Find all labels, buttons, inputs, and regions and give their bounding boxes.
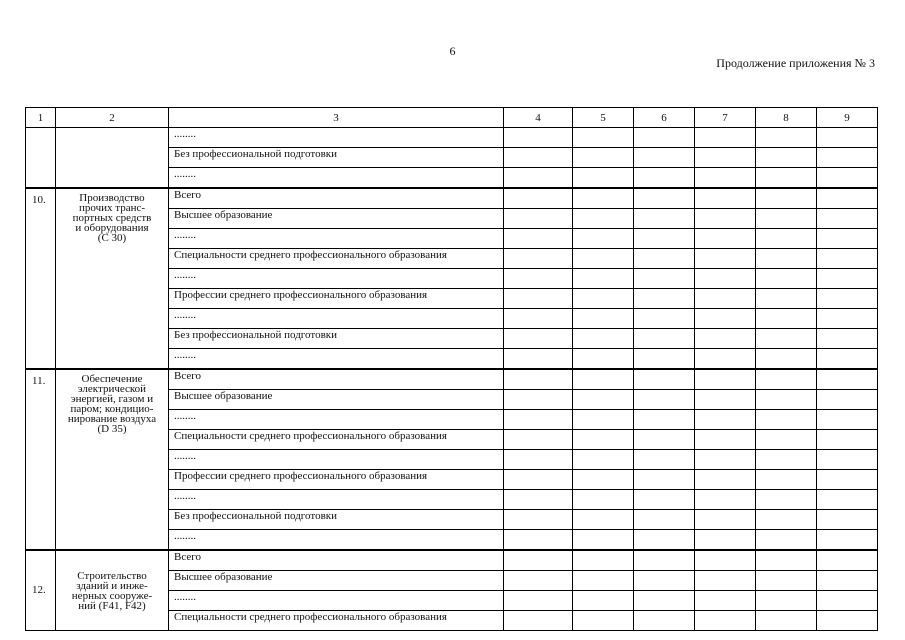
value-cell xyxy=(756,571,817,591)
value-cell xyxy=(817,591,878,611)
value-cell xyxy=(504,209,573,229)
value-cell xyxy=(756,229,817,249)
value-cell xyxy=(756,349,817,370)
value-cell xyxy=(504,490,573,510)
value-cell xyxy=(756,510,817,530)
section-number: 11. xyxy=(26,369,56,550)
value-cell xyxy=(634,369,695,390)
value-cell xyxy=(756,289,817,309)
value-cell xyxy=(695,470,756,490)
section-name-line: нерных сооруже- xyxy=(71,589,153,602)
value-cell xyxy=(634,470,695,490)
value-cell xyxy=(504,611,573,631)
section-name-line: паром; кондицио- xyxy=(70,403,154,415)
value-cell xyxy=(817,128,878,148)
value-cell xyxy=(817,550,878,571)
value-cell xyxy=(695,450,756,470)
value-cell xyxy=(634,269,695,289)
value-cell xyxy=(634,530,695,551)
value-cell xyxy=(504,329,573,349)
value-cell xyxy=(573,128,634,148)
indicator-cell: Всего xyxy=(169,369,504,390)
value-cell xyxy=(695,530,756,551)
section-name-line: портных средств xyxy=(72,212,152,224)
value-cell xyxy=(573,289,634,309)
value-cell xyxy=(573,571,634,591)
value-cell xyxy=(504,450,573,470)
value-cell xyxy=(817,269,878,289)
indicator-cell: Специальности среднего профессионального образования xyxy=(169,249,504,269)
indicator-cell: Специальности среднего профессионального образования xyxy=(169,430,504,450)
column-header: 6 xyxy=(634,108,695,128)
value-cell xyxy=(634,410,695,430)
value-cell xyxy=(756,188,817,209)
value-cell xyxy=(756,530,817,551)
value-cell xyxy=(756,450,817,470)
section-name xyxy=(56,369,169,550)
value-cell xyxy=(756,369,817,390)
value-cell xyxy=(634,571,695,591)
value-cell xyxy=(504,229,573,249)
value-cell xyxy=(695,209,756,229)
value-cell xyxy=(504,550,573,571)
indicator-cell: Всего xyxy=(169,550,504,571)
value-cell xyxy=(817,571,878,591)
value-cell xyxy=(756,430,817,450)
value-cell xyxy=(695,369,756,390)
value-cell xyxy=(756,490,817,510)
value-cell xyxy=(573,148,634,168)
value-cell xyxy=(695,309,756,329)
value-cell xyxy=(573,329,634,349)
value-cell xyxy=(634,611,695,631)
value-cell xyxy=(756,209,817,229)
value-cell xyxy=(817,390,878,410)
value-cell xyxy=(504,309,573,329)
value-cell xyxy=(817,289,878,309)
value-cell xyxy=(695,390,756,410)
value-cell xyxy=(756,269,817,289)
value-cell xyxy=(695,148,756,168)
indicator-cell: ........ xyxy=(169,229,504,249)
section-number: 10. xyxy=(26,188,56,369)
column-header: 7 xyxy=(695,108,756,128)
value-cell xyxy=(573,229,634,249)
indicator-cell: ........ xyxy=(169,349,504,370)
column-header: 3 xyxy=(169,108,504,128)
section-name-line: Строительство xyxy=(77,569,147,582)
column-header: 9 xyxy=(817,108,878,128)
value-cell xyxy=(573,550,634,571)
value-cell xyxy=(634,490,695,510)
value-cell xyxy=(634,148,695,168)
statistics-table xyxy=(25,107,878,631)
value-cell xyxy=(817,510,878,530)
value-cell xyxy=(573,450,634,470)
indicator-cell: ........ xyxy=(169,128,504,148)
value-cell xyxy=(695,430,756,450)
indicator-cell: Всего xyxy=(169,188,504,209)
indicator-cell: Высшее образование xyxy=(169,390,504,410)
section-name-line: (C 30) xyxy=(97,232,127,244)
value-cell xyxy=(756,470,817,490)
value-cell xyxy=(634,390,695,410)
value-cell xyxy=(573,611,634,631)
section-name-line: энергией, газом и xyxy=(70,393,154,405)
value-cell xyxy=(573,470,634,490)
value-cell xyxy=(573,430,634,450)
value-cell xyxy=(695,510,756,530)
value-cell xyxy=(817,309,878,329)
section-name-line: прочих транс- xyxy=(78,202,146,214)
value-cell xyxy=(504,530,573,551)
value-cell xyxy=(756,148,817,168)
indicator-cell: ........ xyxy=(169,490,504,510)
value-cell xyxy=(504,128,573,148)
table-row xyxy=(26,369,878,390)
value-cell xyxy=(573,168,634,189)
value-cell xyxy=(756,611,817,631)
value-cell xyxy=(756,249,817,269)
indicator-cell: ........ xyxy=(169,530,504,551)
value-cell xyxy=(756,329,817,349)
section-name xyxy=(56,550,169,631)
value-cell xyxy=(504,369,573,390)
value-cell xyxy=(695,188,756,209)
value-cell xyxy=(504,349,573,370)
value-cell xyxy=(817,450,878,470)
value-cell xyxy=(817,148,878,168)
value-cell xyxy=(573,349,634,370)
column-header: 1 xyxy=(26,108,56,128)
value-cell xyxy=(817,229,878,249)
value-cell xyxy=(504,470,573,490)
column-number-row xyxy=(26,108,878,128)
value-cell xyxy=(573,490,634,510)
value-cell xyxy=(504,410,573,430)
indicator-cell: Высшее образование xyxy=(169,571,504,591)
section-name xyxy=(56,188,169,369)
section-name-line: зданий и инже- xyxy=(76,579,148,592)
value-cell xyxy=(573,188,634,209)
value-cell xyxy=(695,550,756,571)
section-number: 12. xyxy=(26,550,56,631)
value-cell xyxy=(695,329,756,349)
value-cell xyxy=(573,530,634,551)
value-cell xyxy=(573,591,634,611)
column-header: 5 xyxy=(573,108,634,128)
value-cell xyxy=(573,249,634,269)
indicator-cell: Высшее образование xyxy=(169,209,504,229)
value-cell xyxy=(695,490,756,510)
indicator-cell: ........ xyxy=(169,591,504,611)
section-name-cell xyxy=(56,128,169,189)
value-cell xyxy=(695,229,756,249)
value-cell xyxy=(573,369,634,390)
value-cell xyxy=(634,309,695,329)
value-cell xyxy=(634,450,695,470)
value-cell xyxy=(817,329,878,349)
value-cell xyxy=(695,289,756,309)
value-cell xyxy=(756,168,817,189)
value-cell xyxy=(695,168,756,189)
table-row xyxy=(26,188,878,209)
section-name-line: Производство xyxy=(79,192,145,204)
section-name-line: ний (F41, F42) xyxy=(78,599,146,612)
indicator-cell: Без профессиональной подготовки xyxy=(169,329,504,349)
value-cell xyxy=(634,168,695,189)
value-cell xyxy=(504,430,573,450)
value-cell xyxy=(817,349,878,370)
value-cell xyxy=(756,128,817,148)
indicator-cell: ........ xyxy=(169,309,504,329)
section-name-line: электрической xyxy=(77,383,147,395)
column-header: 8 xyxy=(756,108,817,128)
value-cell xyxy=(756,410,817,430)
value-cell xyxy=(817,490,878,510)
value-cell xyxy=(695,410,756,430)
value-cell xyxy=(634,591,695,611)
indicator-cell: Специальности среднего профессионального образования xyxy=(169,611,504,631)
section-name-line: Обеспечение xyxy=(81,373,143,385)
indicator-cell: ........ xyxy=(169,410,504,430)
value-cell xyxy=(634,249,695,269)
value-cell xyxy=(573,309,634,329)
continuation-label: Продолжение приложения № 3 xyxy=(716,56,875,70)
value-cell xyxy=(817,530,878,551)
value-cell xyxy=(695,349,756,370)
indicator-cell: Профессии среднего профессионального образования xyxy=(169,470,504,490)
value-cell xyxy=(695,591,756,611)
page-number: 6 xyxy=(449,44,456,58)
value-cell xyxy=(634,550,695,571)
value-cell xyxy=(817,209,878,229)
value-cell xyxy=(573,269,634,289)
value-cell xyxy=(695,249,756,269)
value-cell xyxy=(756,309,817,329)
value-cell xyxy=(504,510,573,530)
value-cell xyxy=(504,571,573,591)
value-cell xyxy=(634,229,695,249)
value-cell xyxy=(817,470,878,490)
indicator-cell: ........ xyxy=(169,269,504,289)
section-name-line: нирование воздуха xyxy=(67,413,157,425)
value-cell xyxy=(504,148,573,168)
value-cell xyxy=(504,390,573,410)
value-cell xyxy=(756,550,817,571)
value-cell xyxy=(756,390,817,410)
value-cell xyxy=(817,168,878,189)
table-row xyxy=(26,128,878,148)
value-cell xyxy=(504,168,573,189)
value-cell xyxy=(634,188,695,209)
value-cell xyxy=(634,289,695,309)
value-cell xyxy=(504,269,573,289)
section-name-line: и оборудования xyxy=(75,222,149,234)
indicator-cell: Без профессиональной подготовки xyxy=(169,148,504,168)
value-cell xyxy=(695,571,756,591)
indicator-cell: ........ xyxy=(169,450,504,470)
value-cell xyxy=(504,188,573,209)
section-number-cell xyxy=(26,128,56,189)
value-cell xyxy=(573,510,634,530)
column-header: 4 xyxy=(504,108,573,128)
indicator-cell: ........ xyxy=(169,168,504,189)
value-cell xyxy=(695,128,756,148)
value-cell xyxy=(634,329,695,349)
column-header: 2 xyxy=(56,108,169,128)
value-cell xyxy=(504,289,573,309)
value-cell xyxy=(634,209,695,229)
value-cell xyxy=(695,611,756,631)
value-cell xyxy=(817,188,878,209)
value-cell xyxy=(634,430,695,450)
indicator-cell: Профессии среднего профессионального образования xyxy=(169,289,504,309)
value-cell xyxy=(504,249,573,269)
value-cell xyxy=(504,591,573,611)
value-cell xyxy=(817,369,878,390)
value-cell xyxy=(634,349,695,370)
value-cell xyxy=(695,269,756,289)
value-cell xyxy=(573,209,634,229)
value-cell xyxy=(817,611,878,631)
section-name-line: (D 35) xyxy=(97,423,127,435)
value-cell xyxy=(817,430,878,450)
value-cell xyxy=(817,249,878,269)
value-cell xyxy=(573,390,634,410)
value-cell xyxy=(573,410,634,430)
value-cell xyxy=(817,410,878,430)
indicator-cell: Без профессиональной подготовки xyxy=(169,510,504,530)
value-cell xyxy=(634,128,695,148)
value-cell xyxy=(756,591,817,611)
table-row xyxy=(26,550,878,571)
value-cell xyxy=(634,510,695,530)
